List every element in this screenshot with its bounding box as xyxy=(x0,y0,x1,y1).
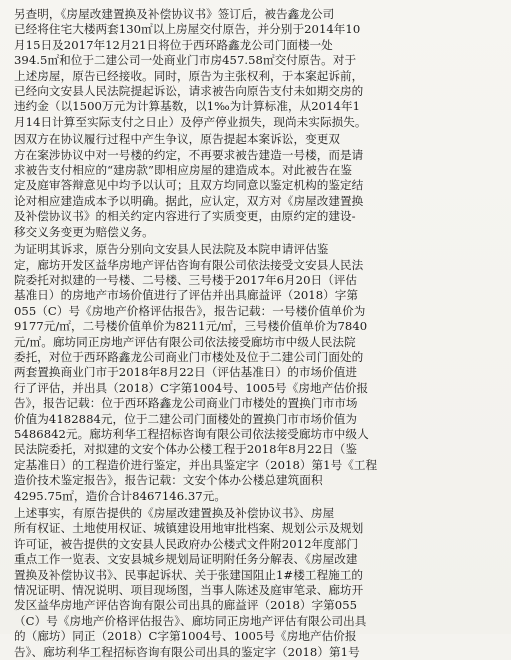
text-line: 行了评估，并出具（2018）C字第1004号、1005号《房地产估价报 xyxy=(14,380,369,395)
text-line: 已经向文安县人民法院提起诉讼，请求被告向原告支付未如期交房的 xyxy=(14,84,364,99)
text-line: 另查明，《房屋改建置换及补偿协议书》签订后，被告鑫龙公司 xyxy=(14,7,335,21)
text-line: 055（C）号《房地产价格评估报告》，报告记载：一号楼价值单价为 xyxy=(14,303,366,318)
text-line: 5486842元。廊坊利华工程招标咨询有限公司依法接受廊坊市中级人 xyxy=(14,426,369,441)
text-line: 置换及补偿协议书》、民事起诉状、关于张建国阻止1#楼工程施工的 xyxy=(14,567,364,582)
text-line: 为证明其诉求，原告分别向文安县人民法院及本院申请评估鉴 xyxy=(14,242,329,257)
text-line: 许可证，被告提供的文安县人民政府办公楼式文件附2012年度部门 xyxy=(14,536,359,551)
paragraph-additional-findings xyxy=(14,7,498,130)
text-line: 9177元/㎡，二号楼价值单价为8211元/㎡，三号楼价值单价为7840 xyxy=(14,319,368,334)
text-line: 论对相应建造成本予以明确。据此，应认定，双方对《房屋改建置换 xyxy=(14,193,364,208)
paragraph-appraisal xyxy=(14,242,498,504)
text-line: 情况证明、情况说明、项目现场图，当事人陈述及庭审笔录、廊坊开 xyxy=(14,583,364,598)
text-line: 上述事实，有原告提供的《房屋改建置换及补偿协议书》、房屋 xyxy=(14,506,335,520)
text-line: 两套置换商业门市于2018年8月22日（评估基准日）的市场价值进 xyxy=(14,365,358,380)
text-line: 造价技术鉴定报告》，报告记载：文安个体办公楼总建筑面积 xyxy=(14,473,323,488)
text-line: 告》，报告记载：位于西环路鑫龙公司商业门市楼处的置换门市市场 xyxy=(14,396,358,411)
text-line: 元/㎡。廊坊同正房地产评估有限公司依法接受廊坊市中级人民法院 xyxy=(14,334,356,349)
text-line: 定基准日）的工程造价进行鉴定，并出具鉴定字（2018）第1号《工程 xyxy=(14,457,378,472)
text-line: 院委托对拟建的一号楼、二号楼、三号楼于2017年6月20日（评估 xyxy=(14,272,358,287)
text-line: 4295.75㎡，造价合计8467146.37元。 xyxy=(14,488,227,503)
text-line: 及补偿协议书》的相关约定内容进行了实质变更，由原约定的建设- xyxy=(14,209,356,224)
text-line: 定及庭审答辩意见中均予以认可；且双方均同意以鉴定机构的鉴定结 xyxy=(14,178,364,193)
text-line: （C）号《房地产价格评估报告》、廊坊同正房地产评估有限公司出具 xyxy=(14,613,367,628)
text-line: 求被告支付相应的“建房款”即相应房屋的建造成本。对此被告在鉴 xyxy=(14,163,352,178)
text-line: 委托，对位于西环路鑫龙公司商业门市楼处及位于二建公司门面处的 xyxy=(14,349,364,364)
text-line: 发区益华房地产评估咨询有限公司出具的廊益评（2018）字第055 xyxy=(14,598,358,613)
text-line: 移交义务变更为赔偿义务。 xyxy=(14,224,154,239)
text-line: 定，廊坊开发区益华房地产评估咨询有限公司依法接受文安县人民法 xyxy=(14,257,364,272)
paragraph-evidence xyxy=(14,506,498,660)
text-line: 价值为4182884元，位于二建公司门面楼处的置换门市市场价值为 xyxy=(14,411,358,426)
text-line: 已经将住宅大楼两套130㎡以上房屋交付原告，并分别于2014年10 xyxy=(14,22,361,37)
text-line: 上述房屋，原告已经接收。同时，原告为主张权利，于本案起诉前， xyxy=(14,68,364,83)
paragraph-dispute xyxy=(14,132,498,240)
text-line: 因双方在协议履行过程中产生争议，原告提起本案诉讼，变更双 xyxy=(14,132,341,147)
text-line: 月14日计算至实际支付之日止）及停产停业损失，现尚未实际损失。 xyxy=(14,114,367,129)
text-line: 394.5㎡和位于二建公司一处商业门市房457.58㎡交付原告。对于 xyxy=(14,53,357,68)
text-line: 的（廊坊）同正（2018）C字第1004号、1005号《房地产估价报 xyxy=(14,629,357,644)
text-line: 重点工作一览表、文安县城乡规划局证明附任务分解表、《房屋改建 xyxy=(14,552,358,567)
text-line: 违约金（以1500万元为计算基数，以1‰为计算标准，从2014年1 xyxy=(14,99,361,114)
text-line: 民法院委托，对拟建的文安个体办公楼工程于2018年8月22日（鉴 xyxy=(14,442,358,457)
text-line: 所有权证、土地使用权证、城镇建设用地审批档案、规划公示及规划 xyxy=(14,521,364,536)
text-line: 基准日）的房地产市场价值进行了评估并出具廊益评（2018）字第 xyxy=(14,288,359,303)
text-line: 月15日及2017年12月21日将位于西环路鑫龙公司门面楼一处 xyxy=(14,37,333,52)
text-line: 方在案涉协议中对一号楼的约定，不再要求被告建造一号楼，而是请 xyxy=(14,147,364,162)
text-line: 告》、廊坊利华工程招标咨询有限公司出具的鉴定字（2018）第1号 xyxy=(14,644,360,659)
